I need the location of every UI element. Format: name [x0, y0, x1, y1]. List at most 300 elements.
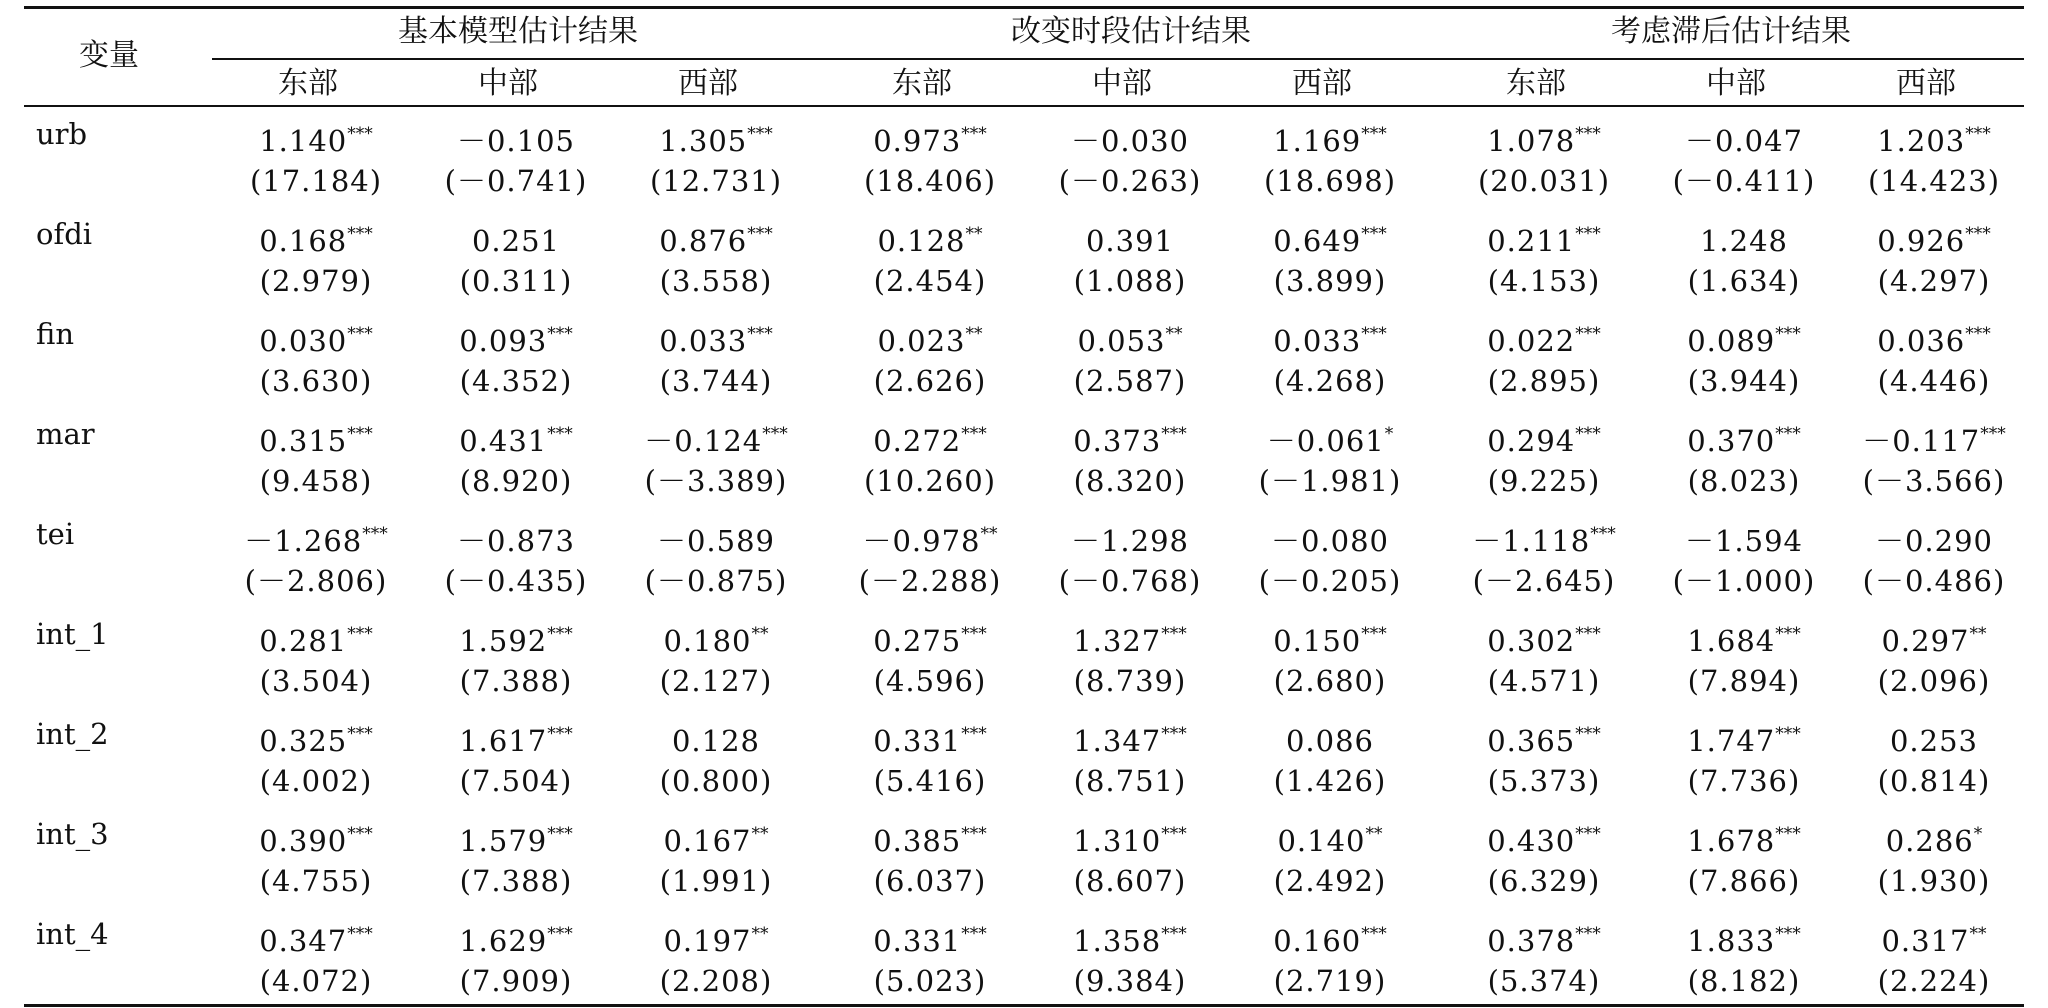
coefficient-cell — [216, 816, 416, 859]
row-label-fin: fin — [36, 317, 75, 351]
significance-stars: *** — [961, 124, 987, 144]
coefficient-cell — [1230, 116, 1430, 159]
coefficient-cell — [416, 516, 616, 559]
significance-stars: *** — [547, 424, 573, 444]
significance-stars: *** — [1361, 324, 1387, 344]
coefficient-value: 0.140 — [1277, 824, 1366, 858]
coefficient-cell — [416, 216, 616, 259]
coefficient-cell — [216, 416, 416, 459]
region-header: 东部 — [1506, 66, 1566, 101]
coefficient-value: 0.385 — [873, 824, 962, 858]
t-statistic-cell: (3.899) — [1273, 264, 1387, 298]
significance-stars: *** — [747, 224, 773, 244]
t-statistic-cell: (2.719) — [1273, 964, 1387, 998]
t-statistic-cell: (2.979) — [259, 264, 373, 298]
coefficient-cell — [1644, 116, 1844, 159]
coefficient-cell — [1230, 716, 1430, 759]
coefficient-value: 1.833 — [1687, 924, 1776, 958]
coefficient-value: 0.150 — [1273, 624, 1362, 658]
coefficient-value: 0.281 — [259, 624, 348, 658]
coefficient-cell — [1834, 516, 2034, 559]
t-statistic-cell: (－0.486) — [1862, 564, 2006, 598]
significance-stars: *** — [1361, 124, 1387, 144]
coefficient-cell — [1030, 116, 1230, 159]
t-statistic-cell: (－2.645) — [1472, 564, 1616, 598]
coefficient-value: 0.053 — [1077, 324, 1166, 358]
coefficient-value: －0.589 — [656, 524, 776, 558]
t-statistic-cell: (5.373) — [1487, 764, 1601, 798]
significance-stars: *** — [347, 924, 373, 944]
coefficient-value: 1.248 — [1699, 224, 1789, 258]
significance-stars: *** — [961, 924, 987, 944]
significance-stars: *** — [1575, 124, 1601, 144]
row-label-ofdi: ofdi — [36, 217, 93, 251]
t-statistic-cell: (18.406) — [863, 164, 997, 198]
coefficient-value: 0.331 — [873, 924, 962, 958]
coefficient-cell — [1644, 616, 1844, 659]
t-statistic-cell: (－3.389) — [644, 464, 788, 498]
significance-stars: *** — [1161, 824, 1187, 844]
t-statistic-cell: (0.800) — [659, 764, 773, 798]
coefficient-cell — [1230, 616, 1430, 659]
coefficient-value: 0.973 — [873, 124, 962, 158]
coefficient-cell — [616, 816, 816, 859]
t-statistic-cell: (－0.741) — [444, 164, 588, 198]
t-statistic-cell: (9.458) — [259, 464, 373, 498]
significance-stars: *** — [961, 424, 987, 444]
significance-stars: *** — [961, 824, 987, 844]
coefficient-value: 1.684 — [1687, 624, 1776, 658]
significance-stars: *** — [1775, 324, 1801, 344]
row-label-int-1: int_1 — [36, 617, 109, 651]
coefficient-value: 0.390 — [259, 824, 348, 858]
coefficient-cell — [416, 316, 616, 359]
t-statistic-cell: (8.182) — [1687, 964, 1801, 998]
t-statistic-cell: (4.002) — [259, 764, 373, 798]
significance-stars: *** — [1575, 424, 1601, 444]
t-statistic-cell: (4.571) — [1487, 664, 1601, 698]
t-statistic-cell: (10.260) — [863, 464, 997, 498]
coefficient-cell — [830, 316, 1030, 359]
coefficient-value: 0.023 — [877, 324, 966, 358]
coefficient-value: 1.629 — [459, 924, 548, 958]
coefficient-value: －0.117 — [1862, 424, 1981, 458]
significance-stars: *** — [1965, 324, 1991, 344]
coefficient-cell — [616, 516, 816, 559]
significance-stars: *** — [747, 124, 773, 144]
t-statistic-cell: (4.072) — [259, 964, 373, 998]
coefficient-cell — [1030, 216, 1230, 259]
coefficient-value: 0.128 — [877, 224, 966, 258]
region-header: 西部 — [1292, 66, 1352, 101]
coefficient-value: 1.310 — [1073, 824, 1162, 858]
t-statistic-cell: (18.698) — [1263, 164, 1397, 198]
coefficient-cell — [616, 416, 816, 459]
coefficient-cell — [1444, 916, 1644, 959]
coefficient-value: －0.978 — [862, 524, 981, 558]
t-statistic-cell: (－0.768) — [1058, 564, 1202, 598]
coefficient-value: 1.678 — [1687, 824, 1776, 858]
row-label-tei: tei — [36, 517, 75, 551]
coefficient-value: 0.089 — [1687, 324, 1776, 358]
coefficient-cell — [216, 116, 416, 159]
region-header: 中部 — [478, 66, 538, 101]
coefficient-cell — [1834, 316, 2034, 359]
group-rule-lag — [1438, 58, 2024, 60]
coefficient-value: －0.080 — [1270, 524, 1390, 558]
coefficient-value: 0.876 — [659, 224, 748, 258]
t-statistic-cell: (2.208) — [659, 964, 773, 998]
t-statistic-cell: (7.866) — [1687, 864, 1801, 898]
t-statistic-cell: (14.423) — [1867, 164, 2001, 198]
bottom-rule — [24, 1004, 2024, 1007]
coefficient-cell — [830, 116, 1030, 159]
significance-stars: ** — [1365, 824, 1383, 844]
t-statistic-cell: (2.587) — [1073, 364, 1187, 398]
coefficient-cell — [1030, 516, 1230, 559]
coefficient-cell — [1644, 316, 1844, 359]
coefficient-cell — [1644, 216, 1844, 259]
coefficient-value: 0.325 — [259, 724, 348, 758]
coefficient-value: 0.036 — [1877, 324, 1966, 358]
row-label-int-4: int_4 — [36, 917, 109, 951]
coefficient-cell — [1834, 216, 2034, 259]
significance-stars: * — [1973, 824, 1983, 844]
t-statistic-cell: (3.744) — [659, 364, 773, 398]
t-statistic-cell: (7.388) — [459, 864, 573, 898]
t-statistic-cell: (12.731) — [649, 164, 783, 198]
region-header: 中部 — [1092, 66, 1152, 101]
t-statistic-cell: (0.311) — [459, 264, 573, 298]
significance-stars: *** — [1575, 624, 1601, 644]
coefficient-value: 0.365 — [1487, 724, 1576, 758]
t-statistic-cell: (－0.435) — [444, 564, 588, 598]
coefficient-value: 1.747 — [1687, 724, 1776, 758]
t-statistic-cell: (2.224) — [1877, 964, 1991, 998]
coefficient-cell — [416, 416, 616, 459]
coefficient-cell — [1644, 516, 1844, 559]
significance-stars: *** — [347, 424, 373, 444]
coefficient-cell — [416, 116, 616, 159]
region-header: 西部 — [1896, 66, 1956, 101]
coefficient-value: 0.331 — [873, 724, 962, 758]
significance-stars: ** — [751, 924, 769, 944]
coefficient-value: 0.030 — [259, 324, 348, 358]
t-statistic-cell: (1.426) — [1273, 764, 1387, 798]
coefficient-value: 1.305 — [659, 124, 748, 158]
significance-stars: *** — [547, 324, 573, 344]
significance-stars: *** — [1161, 924, 1187, 944]
coefficient-value: 1.169 — [1273, 124, 1362, 158]
coefficient-value: 0.378 — [1487, 924, 1576, 958]
coefficient-value: 1.203 — [1877, 124, 1966, 158]
coefficient-cell — [1030, 916, 1230, 959]
t-statistic-cell: (1.930) — [1877, 864, 1991, 898]
t-statistic-cell: (－1.981) — [1258, 464, 1402, 498]
coefficient-value: 0.317 — [1881, 924, 1970, 958]
coefficient-value: 0.370 — [1687, 424, 1776, 458]
coefficient-value: －1.298 — [1070, 524, 1190, 558]
t-statistic-cell: (9.225) — [1487, 464, 1601, 498]
significance-stars: *** — [1361, 624, 1387, 644]
coefficient-value: 0.022 — [1487, 324, 1576, 358]
coefficient-value: －1.118 — [1472, 524, 1591, 558]
significance-stars: *** — [1575, 724, 1601, 744]
coefficient-cell — [616, 216, 816, 259]
significance-stars: *** — [1775, 624, 1801, 644]
coefficient-value: 0.167 — [663, 824, 752, 858]
coefficient-value: 0.251 — [471, 224, 561, 258]
t-statistic-cell: (7.736) — [1687, 764, 1801, 798]
significance-stars: * — [1384, 424, 1394, 444]
significance-stars: *** — [547, 624, 573, 644]
group-rule-basic — [212, 58, 824, 60]
coefficient-cell — [1030, 416, 1230, 459]
significance-stars: *** — [1161, 424, 1187, 444]
t-statistic-cell: (－0.875) — [644, 564, 788, 598]
t-statistic-cell: (2.680) — [1273, 664, 1387, 698]
coefficient-value: 0.160 — [1273, 924, 1362, 958]
region-header: 中部 — [1706, 66, 1766, 101]
coefficient-cell — [216, 716, 416, 759]
coefficient-value: 1.140 — [259, 124, 348, 158]
row-label-int-2: int_2 — [36, 717, 109, 751]
coefficient-cell — [1230, 216, 1430, 259]
coefficient-cell — [1834, 616, 2034, 659]
significance-stars: *** — [347, 224, 373, 244]
row-label-mar: mar — [36, 417, 95, 451]
t-statistic-cell: (4.268) — [1273, 364, 1387, 398]
coefficient-cell — [1444, 816, 1644, 859]
t-statistic-cell: (－0.263) — [1058, 164, 1202, 198]
t-statistic-cell: (－0.411) — [1672, 164, 1816, 198]
coefficient-cell — [1644, 716, 1844, 759]
t-statistic-cell: (8.320) — [1073, 464, 1187, 498]
significance-stars: *** — [1775, 924, 1801, 944]
significance-stars: ** — [751, 824, 769, 844]
coefficient-cell — [216, 216, 416, 259]
significance-stars: ** — [980, 524, 998, 544]
significance-stars: *** — [1575, 224, 1601, 244]
coefficient-cell — [830, 816, 1030, 859]
coefficient-value: 0.253 — [1889, 724, 1979, 758]
coefficient-value: －0.105 — [456, 124, 576, 158]
coefficient-cell — [1444, 116, 1644, 159]
coefficient-value: 0.168 — [259, 224, 348, 258]
t-statistic-cell: (4.352) — [459, 364, 573, 398]
region-header: 东部 — [278, 66, 338, 101]
t-statistic-cell: (8.607) — [1073, 864, 1187, 898]
significance-stars: *** — [1361, 924, 1387, 944]
t-statistic-cell: (9.384) — [1073, 964, 1187, 998]
coefficient-value: －0.124 — [644, 424, 763, 458]
t-statistic-cell: (7.894) — [1687, 664, 1801, 698]
coefficient-value: 0.033 — [1273, 324, 1362, 358]
significance-stars: *** — [362, 524, 388, 544]
coefficient-cell — [616, 316, 816, 359]
t-statistic-cell: (6.037) — [873, 864, 987, 898]
coefficient-value: －1.268 — [244, 524, 363, 558]
coefficient-cell — [1030, 816, 1230, 859]
coefficient-value: 1.592 — [459, 624, 548, 658]
significance-stars: *** — [347, 724, 373, 744]
t-statistic-cell: (5.374) — [1487, 964, 1601, 998]
significance-stars: *** — [1775, 424, 1801, 444]
coefficient-cell — [1444, 716, 1644, 759]
significance-stars: ** — [1969, 624, 1987, 644]
significance-stars: *** — [1575, 324, 1601, 344]
coefficient-cell — [216, 916, 416, 959]
coefficient-cell — [216, 516, 416, 559]
significance-stars: *** — [1361, 224, 1387, 244]
coefficient-cell — [830, 716, 1030, 759]
coefficient-cell — [1030, 616, 1230, 659]
row-label-urb: urb — [36, 117, 88, 151]
coefficient-cell — [830, 216, 1030, 259]
coefficient-cell — [1644, 916, 1844, 959]
significance-stars: *** — [1590, 524, 1616, 544]
coefficient-cell — [416, 816, 616, 859]
coefficient-value: 0.272 — [873, 424, 962, 458]
coefficient-value: 0.093 — [459, 324, 548, 358]
significance-stars: *** — [1965, 224, 1991, 244]
t-statistic-cell: (5.023) — [873, 964, 987, 998]
coefficient-value: 0.302 — [1487, 624, 1576, 658]
coefficient-cell — [1444, 416, 1644, 459]
t-statistic-cell: (2.895) — [1487, 364, 1601, 398]
t-statistic-cell: (0.814) — [1877, 764, 1991, 798]
coefficient-value: 1.078 — [1487, 124, 1576, 158]
significance-stars: ** — [1969, 924, 1987, 944]
t-statistic-cell: (6.329) — [1487, 864, 1601, 898]
coefficient-cell — [1030, 716, 1230, 759]
t-statistic-cell: (2.454) — [873, 264, 987, 298]
significance-stars: *** — [1575, 824, 1601, 844]
top-rule — [24, 6, 2024, 9]
coefficient-cell — [1230, 816, 1430, 859]
t-statistic-cell: (－2.288) — [858, 564, 1002, 598]
coefficient-cell — [1834, 916, 2034, 959]
coefficient-value: －0.047 — [1684, 124, 1804, 158]
significance-stars: *** — [547, 924, 573, 944]
coefficient-cell — [616, 716, 816, 759]
significance-stars: *** — [1775, 824, 1801, 844]
t-statistic-cell: (3.504) — [259, 664, 373, 698]
coefficient-value: 0.211 — [1487, 224, 1576, 258]
coefficient-cell — [216, 616, 416, 659]
t-statistic-cell: (4.297) — [1877, 264, 1991, 298]
coefficient-value: 1.347 — [1073, 724, 1162, 758]
t-statistic-cell: (4.596) — [873, 664, 987, 698]
coefficient-value: 0.180 — [663, 624, 752, 658]
t-statistic-cell: (2.127) — [659, 664, 773, 698]
t-statistic-cell: (－2.806) — [244, 564, 388, 598]
t-statistic-cell: (7.388) — [459, 664, 573, 698]
coefficient-cell — [416, 616, 616, 659]
coefficient-value: 1.617 — [459, 724, 548, 758]
coefficient-cell — [1834, 716, 2034, 759]
coefficient-value: 1.579 — [459, 824, 548, 858]
region-header: 西部 — [678, 66, 738, 101]
row-label-int-3: int_3 — [36, 817, 109, 851]
t-statistic-cell: (3.630) — [259, 364, 373, 398]
coefficient-cell — [830, 516, 1030, 559]
coefficient-value: －0.290 — [1874, 524, 1994, 558]
significance-stars: *** — [347, 124, 373, 144]
coefficient-cell — [1230, 416, 1430, 459]
coefficient-cell — [830, 416, 1030, 459]
t-statistic-cell: (－3.566) — [1862, 464, 2006, 498]
coefficient-value: 0.347 — [259, 924, 348, 958]
t-statistic-cell: (1.088) — [1073, 264, 1187, 298]
coefficient-cell — [416, 716, 616, 759]
header-rule — [24, 105, 2024, 107]
t-statistic-cell: (2.626) — [873, 364, 987, 398]
significance-stars: *** — [547, 724, 573, 744]
t-statistic-cell: (8.023) — [1687, 464, 1801, 498]
coefficient-cell — [1444, 616, 1644, 659]
t-statistic-cell: (20.031) — [1477, 164, 1611, 198]
group-header-lag: 考虑滞后估计结果 — [1611, 14, 1851, 49]
coefficient-value: －0.030 — [1070, 124, 1190, 158]
coefficient-cell — [1834, 116, 2034, 159]
variable-header: 变量 — [79, 38, 139, 73]
coefficient-value: 0.128 — [671, 724, 761, 758]
t-statistic-cell: (1.634) — [1687, 264, 1801, 298]
coefficient-cell — [1030, 316, 1230, 359]
t-statistic-cell: (17.184) — [249, 164, 383, 198]
coefficient-value: －1.594 — [1684, 524, 1804, 558]
coefficient-cell — [1230, 916, 1430, 959]
group-header-basic: 基本模型估计结果 — [398, 14, 638, 49]
t-statistic-cell: (3.558) — [659, 264, 773, 298]
t-statistic-cell: (8.751) — [1073, 764, 1187, 798]
t-statistic-cell: (3.944) — [1687, 364, 1801, 398]
t-statistic-cell: (7.909) — [459, 964, 573, 998]
group-header-period: 改变时段估计结果 — [1011, 14, 1251, 49]
coefficient-value: 0.086 — [1285, 724, 1375, 758]
t-statistic-cell: (4.153) — [1487, 264, 1601, 298]
coefficient-value: 0.197 — [663, 924, 752, 958]
coefficient-cell — [416, 916, 616, 959]
coefficient-cell — [1230, 516, 1430, 559]
coefficient-cell — [1444, 516, 1644, 559]
coefficient-cell — [1834, 816, 2034, 859]
coefficient-value: 0.315 — [259, 424, 348, 458]
significance-stars: *** — [347, 624, 373, 644]
coefficient-value: －0.061 — [1266, 424, 1385, 458]
coefficient-cell — [1834, 416, 2034, 459]
t-statistic-cell: (7.504) — [459, 764, 573, 798]
significance-stars: *** — [1775, 724, 1801, 744]
coefficient-value: 0.297 — [1881, 624, 1970, 658]
coefficient-value: 0.275 — [873, 624, 962, 658]
coefficient-cell — [1230, 316, 1430, 359]
significance-stars: *** — [1575, 924, 1601, 944]
coefficient-value: 0.431 — [459, 424, 548, 458]
coefficient-cell — [1444, 216, 1644, 259]
coefficient-value: 0.373 — [1073, 424, 1162, 458]
coefficient-value: 0.286 — [1885, 824, 1974, 858]
significance-stars: *** — [747, 324, 773, 344]
coefficient-cell — [616, 616, 816, 659]
significance-stars: *** — [347, 824, 373, 844]
significance-stars: ** — [965, 224, 983, 244]
significance-stars: ** — [1165, 324, 1183, 344]
coefficient-value: 0.430 — [1487, 824, 1576, 858]
coefficient-cell — [1644, 816, 1844, 859]
t-statistic-cell: (5.416) — [873, 764, 987, 798]
